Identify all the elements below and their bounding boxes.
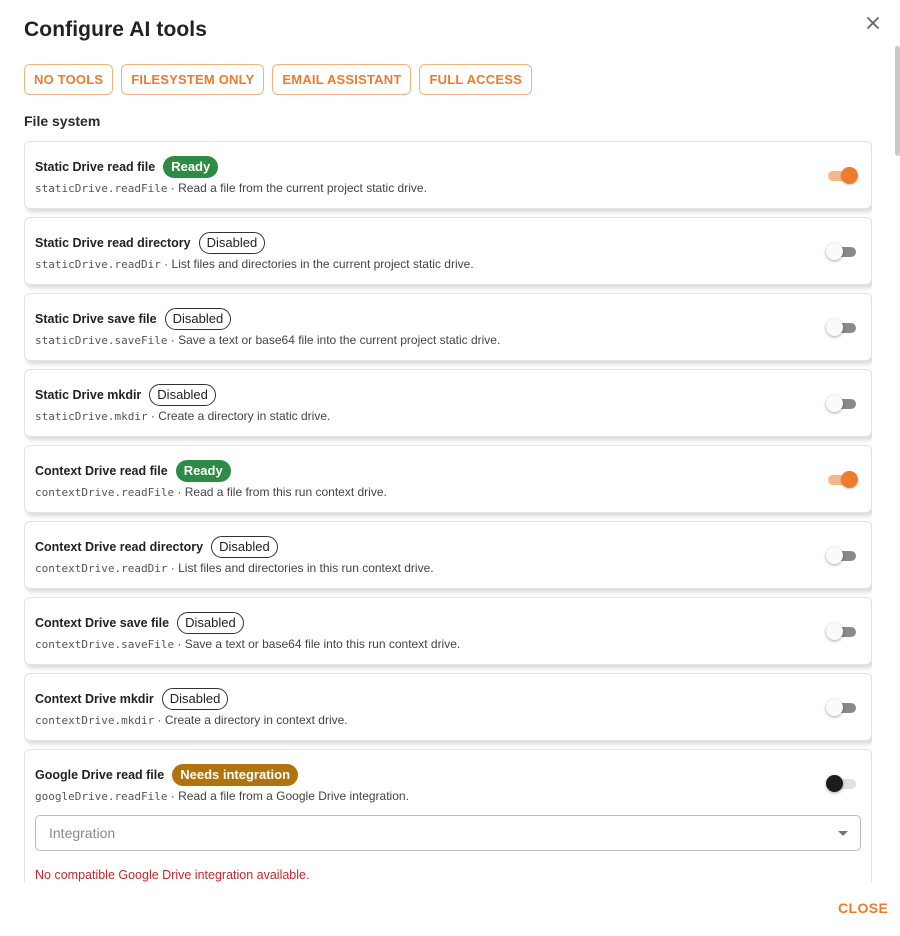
chevron-down-icon — [838, 831, 848, 836]
enable-toggle[interactable] — [826, 470, 858, 490]
separator: · — [147, 409, 159, 423]
tool-code: staticDrive.readFile — [35, 182, 168, 195]
integration-select[interactable] — [35, 815, 861, 851]
preset-email-assistant-button[interactable]: EMAIL ASSISTANT — [272, 64, 411, 95]
status-badge: Ready — [176, 460, 231, 482]
tool-description — [35, 257, 474, 271]
tool-code: staticDrive.readDir — [35, 258, 161, 271]
scrollbar[interactable] — [895, 46, 900, 156]
tool-code: staticDrive.mkdir — [35, 410, 148, 423]
tool-card-context-mkdir — [24, 673, 872, 741]
tool-name: Context Drive read directory — [35, 540, 204, 554]
preset-full-access-button[interactable]: FULL ACCESS — [419, 64, 531, 95]
enable-toggle[interactable] — [826, 394, 858, 414]
preset-buttons — [24, 64, 532, 95]
tool-code: staticDrive.saveFile — [35, 334, 168, 347]
tool-description — [35, 409, 330, 423]
tool-desc-text: Read a file from this run context drive. — [184, 485, 387, 499]
status-badge: Disabled — [199, 232, 266, 254]
tool-description — [35, 561, 434, 575]
tool-desc-text: List files and directories in the current project static drive. — [171, 257, 474, 271]
tool-code: contextDrive.readDir — [35, 562, 168, 575]
enable-toggle[interactable] — [826, 242, 858, 262]
tool-card-static-mkdir — [24, 369, 872, 437]
dialog-title: Configure AI tools — [24, 18, 208, 41]
tool-card-static-read-file — [24, 141, 872, 209]
status-badge: Disabled — [149, 384, 216, 406]
status-badge: Disabled — [162, 688, 229, 710]
tool-description — [35, 333, 500, 347]
separator: · — [167, 333, 179, 347]
tool-desc-text: List files and directories in this run context drive. — [178, 561, 434, 575]
enable-toggle[interactable] — [826, 698, 858, 718]
enable-toggle[interactable] — [826, 166, 858, 186]
tool-code: contextDrive.readFile — [35, 486, 175, 499]
tool-desc-text: Create a directory in static drive. — [158, 409, 331, 423]
separator: · — [160, 257, 172, 271]
tool-code: contextDrive.mkdir — [35, 714, 155, 727]
section-title-file-system: File system — [24, 113, 101, 129]
close-icon[interactable] — [862, 12, 884, 34]
tool-description — [35, 485, 387, 499]
tool-card-google-drive-read-file — [24, 749, 872, 883]
enable-toggle[interactable] — [826, 774, 858, 794]
tool-description — [35, 181, 427, 195]
enable-toggle[interactable] — [826, 318, 858, 338]
separator: · — [174, 485, 185, 499]
tool-name: Static Drive read directory — [35, 236, 191, 250]
integration-select-placeholder: Integration — [49, 825, 116, 841]
tool-description — [35, 713, 348, 727]
tool-desc-text: Save a text or base64 file into this run context drive. — [184, 637, 461, 651]
tool-card-context-read-directory — [24, 521, 872, 589]
separator: · — [167, 181, 179, 195]
status-badge: Needs integration — [172, 764, 298, 786]
tool-code: googleDrive.readFile — [35, 790, 168, 803]
status-badge: Ready — [163, 156, 218, 178]
tool-name: Static Drive read file — [35, 160, 156, 174]
preset-filesystem-only-button[interactable]: FILESYSTEM ONLY — [121, 64, 264, 95]
tool-desc-text: Create a directory in context drive. — [164, 713, 348, 727]
tool-description — [35, 637, 460, 651]
status-badge: Disabled — [211, 536, 278, 558]
separator: · — [154, 713, 165, 727]
tool-desc-text: Save a text or base64 file into the current project static drive. — [178, 333, 501, 347]
separator: · — [167, 789, 179, 803]
tools-list — [24, 141, 872, 883]
status-badge: Disabled — [177, 612, 244, 634]
tool-card-context-read-file — [24, 445, 872, 513]
enable-toggle[interactable] — [826, 622, 858, 642]
tool-card-static-read-directory — [24, 217, 872, 285]
separator: · — [167, 561, 179, 575]
tool-desc-text: Read a file from the current project static drive. — [178, 181, 427, 195]
tool-code: contextDrive.saveFile — [35, 638, 175, 651]
tool-card-context-save-file — [24, 597, 872, 665]
tool-name: Static Drive save file — [35, 312, 157, 326]
close-button[interactable]: CLOSE — [838, 900, 889, 916]
tool-name: Context Drive mkdir — [35, 692, 154, 706]
enable-toggle[interactable] — [826, 546, 858, 566]
tool-name: Context Drive save file — [35, 616, 170, 630]
tool-name: Context Drive read file — [35, 464, 168, 478]
tool-name: Google Drive read file — [35, 768, 165, 782]
tool-name: Static Drive mkdir — [35, 388, 142, 402]
tool-card-static-save-file — [24, 293, 872, 361]
integration-error-text: No compatible Google Drive integration available. — [35, 868, 310, 882]
separator: · — [174, 637, 185, 651]
status-badge: Disabled — [165, 308, 232, 330]
tool-desc-text: Read a file from a Google Drive integration. — [178, 789, 409, 803]
tool-description — [35, 789, 409, 803]
preset-no-tools-button[interactable]: NO TOOLS — [24, 64, 113, 95]
